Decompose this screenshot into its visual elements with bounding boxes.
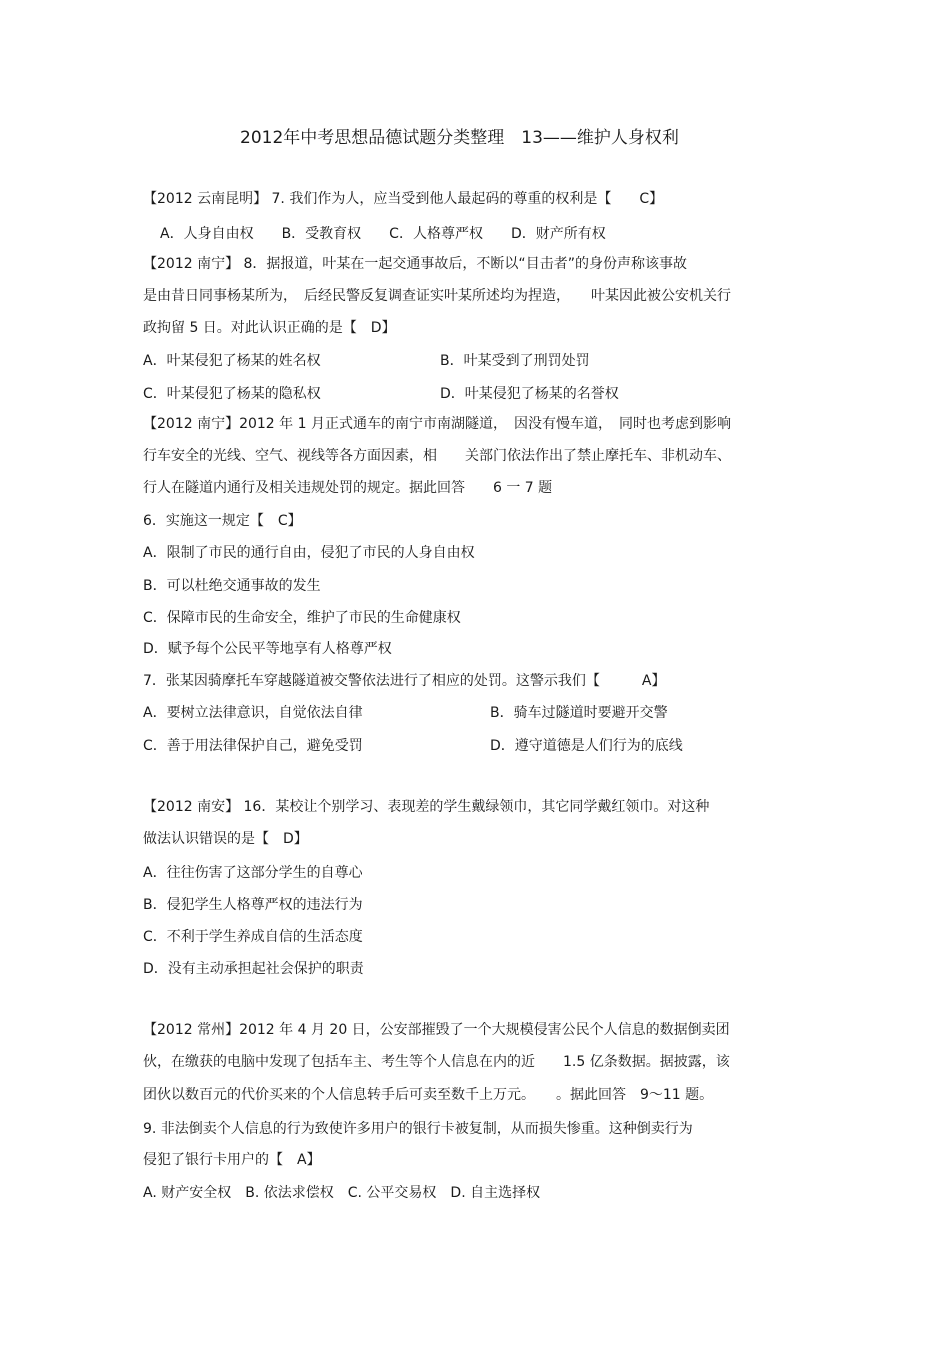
document-title: 2012年中考思想品德试题分类整理 13——维护人身权利 [240, 128, 679, 148]
option-line: C．叶某侵犯了杨某的隐私权 [143, 386, 321, 402]
option-line: B．骑车过隧道时要避开交警 [490, 705, 668, 721]
question-line: 【2012 南宁】 8．据报道，叶某在一起交通事故后，不断以“目击者”的身份声称该事故 [143, 256, 687, 272]
question-line: 【2012 常州】2012 年 4 月 20 日，公安部摧毁了一个大规模侵害公民个人信息的数据倒卖团 [143, 1022, 730, 1038]
option-line: C．不利于学生养成自信的生活态度 [143, 929, 363, 945]
question-line: 【2012 云南昆明】 7. 我们作为人，应当受到他人最起码的尊重的权利是【 C】 [143, 191, 664, 207]
question-line: 行人在隧道内通行及相关违规处罚的规定。据此回答 6 一 7 题 [143, 480, 553, 496]
option-line: D．叶某侵犯了杨某的名誉权 [440, 386, 619, 402]
question-line: 【2012 南宁】2012 年 1 月正式通车的南宁市南湖隧道， 因没有慢车道， 同时也考虑到影响 [143, 416, 731, 432]
option-line: D．遵守道德是人们行为的底线 [490, 738, 683, 754]
option-line: A．叶某侵犯了杨某的姓名权 [143, 353, 321, 369]
question-line: 行车安全的光线、空气、视线等各方面因素，相 关部门依法作出了禁止摩托车、非机动车、 [143, 448, 731, 464]
option-line: D．赋予每个公民平等地享有人格尊严权 [143, 641, 392, 657]
question-line: 政拘留 5 日。对此认识正确的是【 D】 [143, 320, 396, 336]
question-line: 侵犯了银行卡用户的【 A】 [143, 1152, 321, 1168]
option-line: B．可以杜绝交通事故的发生 [143, 578, 321, 594]
question-line: 团伙以数百元的代价买来的个人信息转手后可卖至数千上万元。 。据此回答 9～11 题。 [143, 1087, 714, 1103]
option-line: A．要树立法律意识，自觉依法自律 [143, 705, 363, 721]
option-line: A．往往伤害了这部分学生的自尊心 [143, 865, 363, 881]
question-line: 7．张某因骑摩托车穿越隧道被交警依法进行了相应的处罚。这警示我们【 A】 [143, 673, 666, 689]
question-line: 伙，在缴获的电脑中发现了包括车主、考生等个人信息在内的近 1.5 亿条数据。据披露，该 [143, 1054, 730, 1070]
option-line: C．善于用法律保护自己，避免受罚 [143, 738, 363, 754]
option-line: B．侵犯学生人格尊严权的违法行为 [143, 897, 363, 913]
option-line: C．保障市民的生命安全，维护了市民的生命健康权 [143, 610, 461, 626]
option-line: A．人身自由权 B．受教育权 C．人格尊严权 D．财产所有权 [160, 226, 606, 242]
question-line: 是由昔日同事杨某所为， 后经民警反复调查证实叶某所述均为捏造， 叶某因此被公安机关行 [143, 288, 731, 304]
question-line: 6．实施这一规定【 C】 [143, 513, 302, 529]
question-line: 9. 非法倒卖个人信息的行为致使许多用户的银行卡被复制，从而损失惨重。这种倒卖行为 [143, 1121, 693, 1137]
option-line: A．限制了市民的通行自由，侵犯了市民的人身自由权 [143, 545, 475, 561]
option-line: A. 财产安全权 B. 依法求偿权 C. 公平交易权 D. 自主选择权 [143, 1185, 541, 1201]
question-line: 【2012 南安】 16．某校让个别学习、表现差的学生戴绿领巾，其它同学戴红领巾。对这种 [143, 799, 710, 815]
option-line: B．叶某受到了刑罚处罚 [440, 353, 590, 369]
option-line: D．没有主动承担起社会保护的职责 [143, 961, 364, 977]
question-line: 做法认识错误的是【 D】 [143, 831, 308, 847]
